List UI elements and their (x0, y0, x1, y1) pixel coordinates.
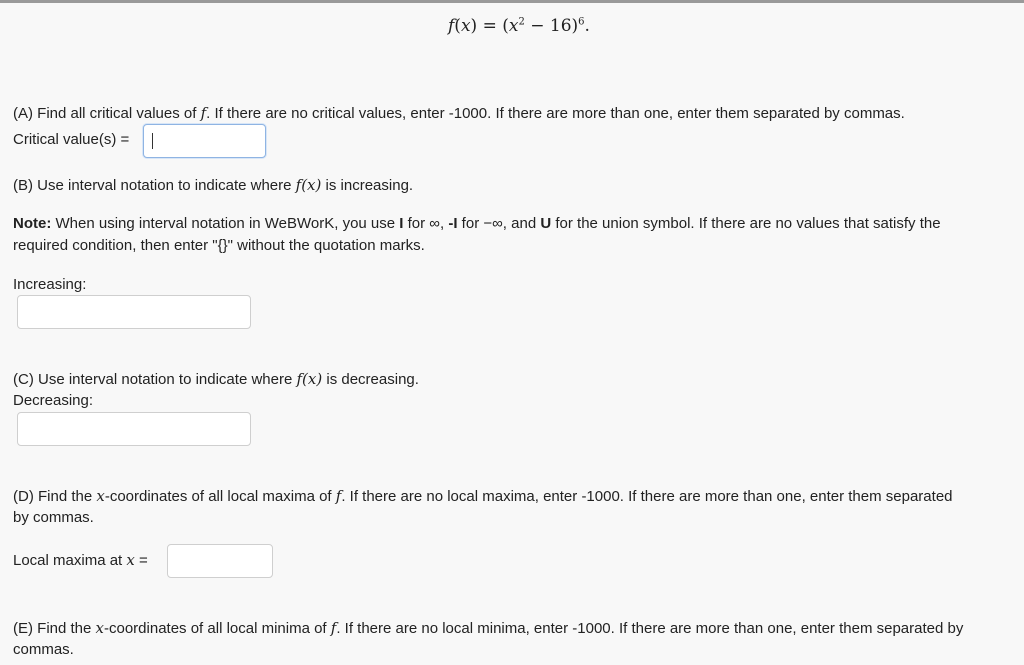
part-c-question (13, 370, 419, 388)
formula-end: . (584, 16, 590, 36)
formula-eq: ) = ( (470, 16, 509, 36)
note-inf-symbol: I (399, 215, 404, 232)
local-maxima-input[interactable] (167, 544, 273, 578)
part-b-question (13, 176, 413, 194)
note-text-1: When using interval notation in WeBWorK, you use (51, 215, 400, 232)
part-c-fx: f(x) (296, 370, 323, 388)
part-c-text-after: is decreasing. (322, 371, 419, 388)
part-a-question (13, 104, 905, 122)
part-d-question-line2: by commas. (13, 509, 94, 526)
note-union-symbol: U (540, 215, 552, 232)
decreasing-label: Decreasing: (13, 392, 94, 409)
part-e-text-3: . If there are no local minima, enter -1000. If there are more than one, enter them separated by (336, 620, 964, 637)
formula-open: ( (454, 16, 461, 36)
formula-exp2: 2 (518, 16, 525, 28)
decreasing-input[interactable] (17, 412, 251, 446)
local-maxima-x: x (126, 551, 135, 569)
interval-note-line2: required condition, then enter "{}" without the quotation marks. (13, 237, 425, 254)
formula-base: x (508, 16, 519, 36)
local-maxima-eq: = (134, 552, 148, 569)
note-label: Note: (13, 215, 52, 232)
part-d-question (13, 487, 953, 505)
part-e-text-1: (E) Find the (13, 620, 96, 637)
part-d-text-2: -coordinates of all local maxima of (104, 488, 336, 505)
part-d-x: x (96, 487, 105, 505)
part-b-text-after: is increasing. (321, 177, 414, 194)
top-border (0, 0, 1024, 3)
text-caret (152, 133, 153, 149)
part-e-x: x (95, 619, 104, 637)
part-b-fx: f(x) (295, 176, 322, 194)
part-a-text: (A) Find all critical values of (13, 105, 201, 122)
critical-values-label: Critical value(s) = (13, 131, 130, 148)
local-maxima-label-text: Local maxima at (13, 552, 127, 569)
function-formula (448, 16, 590, 36)
part-e-f: f (330, 619, 337, 637)
formula-x: x (460, 16, 471, 36)
critical-values-input[interactable] (143, 124, 266, 158)
formula-minus16: − 16) (524, 16, 579, 36)
formula-f: f (448, 16, 455, 36)
formula-exp6: 6 (578, 16, 585, 28)
local-maxima-label (13, 551, 148, 569)
increasing-label: Increasing: (13, 276, 87, 293)
part-e-text-2: -coordinates of all local minima of (104, 620, 331, 637)
note-text-2: for ∞, (403, 215, 449, 232)
note-text-4: for the union symbol. If there are no values that satisfy the (551, 215, 941, 232)
part-d-f: f (335, 487, 342, 505)
part-e-question (13, 619, 963, 637)
interval-note (13, 215, 941, 232)
part-b-text: (B) Use interval notation to indicate where (13, 177, 296, 194)
note-text-3: for −∞, and (457, 215, 541, 232)
part-c-text: (C) Use interval notation to indicate where (13, 371, 297, 388)
part-d-text-3: . If there are no local maxima, enter -1000. If there are more than one, enter them separated (341, 488, 953, 505)
increasing-input[interactable] (17, 295, 251, 329)
part-d-text-1: (D) Find the (13, 488, 97, 505)
part-a-text-after: . If there are no critical values, enter -1000. If there are more than one, enter them separated by commas. (206, 105, 905, 122)
note-neginf-symbol: -I (448, 215, 458, 232)
part-e-question-line2: commas. (13, 641, 74, 658)
part-a-f: f (200, 104, 207, 122)
